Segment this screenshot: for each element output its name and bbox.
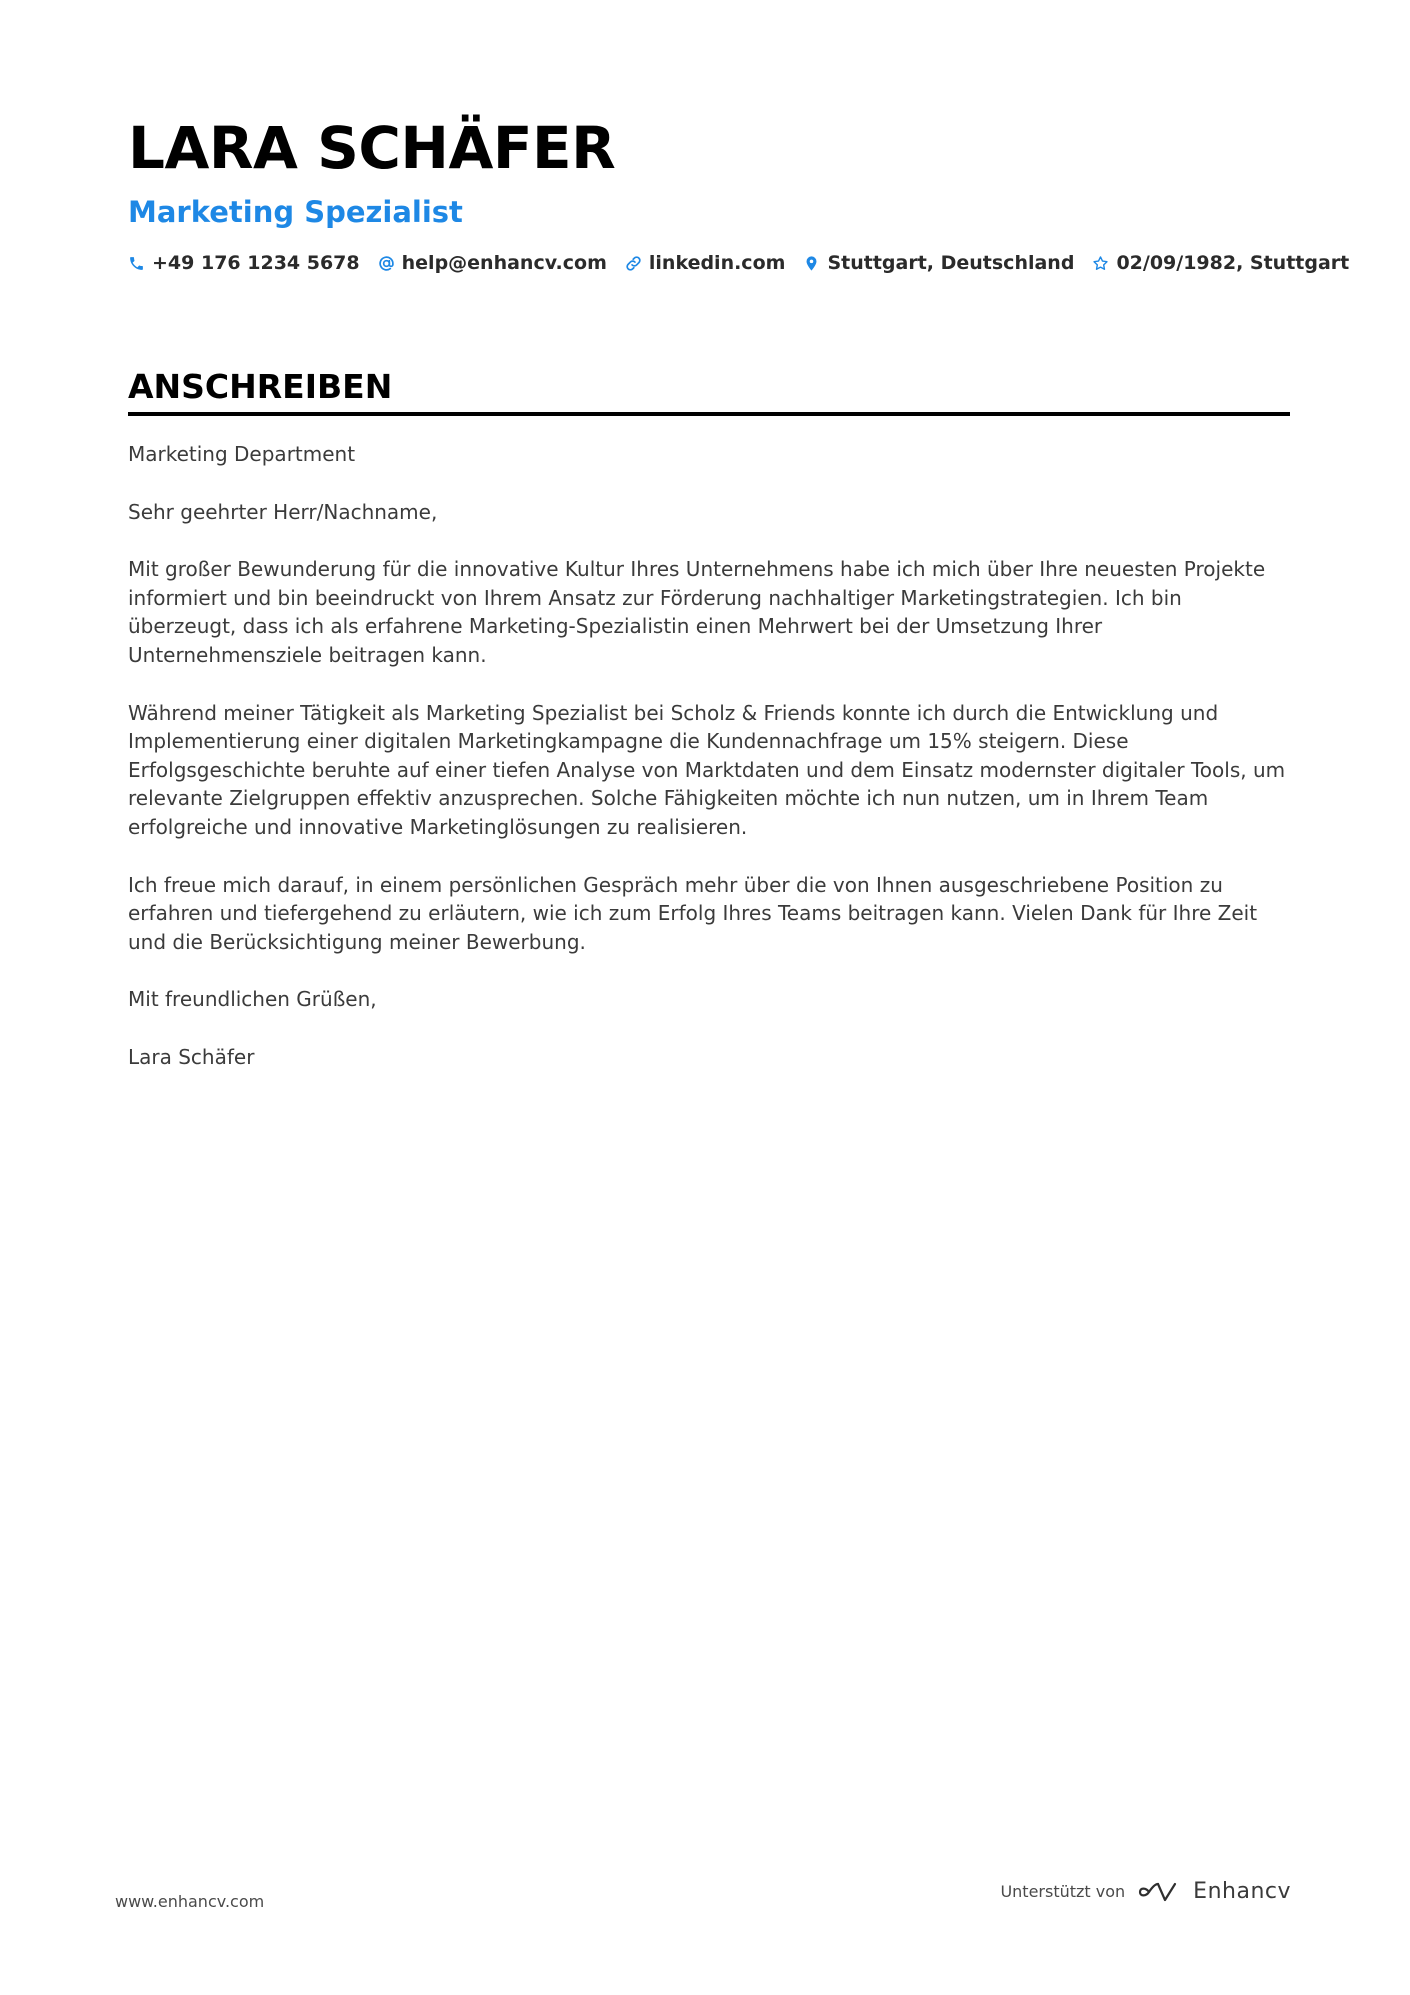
contact-location bbox=[803, 252, 1074, 274]
footer-website[interactable]: www.enhancv.com bbox=[115, 1892, 265, 1911]
footer-powered-by bbox=[1000, 1879, 1291, 1904]
letter-closing: Mit freundlichen Grüßen, bbox=[128, 987, 377, 1012]
brand-logo[interactable] bbox=[1137, 1879, 1291, 1904]
powered-by-label: Unterstützt von bbox=[1000, 1882, 1126, 1901]
enhancv-logo-icon bbox=[1137, 1880, 1183, 1904]
candidate-role: Marketing Spezialist bbox=[128, 195, 463, 229]
contact-linkedin[interactable] bbox=[625, 252, 786, 274]
letter-paragraph: Ich freue mich darauf, in einem persönlichen Gespräch mehr über die von Ihnen ausgeschriebene Position zu erfahren und tiefergehend zu erläutern, wie ich zum Erfolg Ihres Teams beitragen kann. Vielen Dank für Ihre Zeit und die Berücksichtigung meiner Bewerbung. bbox=[128, 872, 1258, 954]
letter-paragraph: Mit großer Bewunderung für die innovative Kultur Ihres Unternehmens habe ich mich über Ihre neuesten Projekte informiert und bin beeindruckt von Ihrem Ansatz zur Förderung nachhaltiger Marketingstrategien. Ich bin überzeugt, dass ich als erfahrene Marketing-Spezialistin einen Mehrwert bei der Umsetzung Ihrer Unternehmensziele beitragen kann. bbox=[128, 557, 1266, 667]
letter-recipient: Marketing Department bbox=[128, 442, 356, 466]
map-pin-icon bbox=[803, 255, 820, 272]
letter-body bbox=[128, 440, 1290, 1072]
letter-paragraph: Während meiner Tätigkeit als Marketing Spezialist bei Scholz & Friends konnte ich durch die Entwicklung und Implementierung einer digitalen Marketingkampagne die Kundennachfrage um 15% steigern. Diese Erfolgsgeschichte beruhte auf einer tiefen Analyse von Marktdaten und dem Einsatz modernster digitaler Tools, um relevante Zielgruppen effektiv anzusprechen. Solche Fähigkeiten möchte ich nun nutzen, um in Ihrem Team erfolgreiche und innovative Marketinglösungen zu realisieren. bbox=[128, 700, 1286, 839]
candidate-name: LARA SCHÄFER bbox=[128, 114, 616, 182]
contact-phone-text: +49 176 1234 5678 bbox=[152, 252, 360, 274]
contact-phone bbox=[128, 252, 360, 274]
section-title: ANSCHREIBEN bbox=[128, 367, 393, 406]
phone-icon bbox=[128, 255, 145, 272]
contact-location-text: Stuttgart, Deutschland bbox=[827, 252, 1075, 274]
contact-birth bbox=[1092, 252, 1349, 274]
cover-letter-section bbox=[128, 364, 1290, 1101]
contact-birth-text: 02/09/1982, Stuttgart bbox=[1116, 252, 1350, 274]
contact-linkedin-text: linkedin.com bbox=[648, 252, 786, 274]
header bbox=[128, 108, 1350, 274]
letter-signature: Lara Schäfer bbox=[128, 1044, 255, 1069]
star-icon bbox=[1092, 255, 1109, 272]
section-divider bbox=[128, 412, 1290, 416]
letter-salutation: Sehr geehrter Herr/Nachname, bbox=[128, 499, 438, 524]
brand-name: Enhancv bbox=[1193, 1879, 1291, 1904]
contact-bar bbox=[128, 252, 1350, 274]
contact-email-text: help@enhancv.com bbox=[401, 252, 607, 274]
contact-email[interactable] bbox=[378, 252, 607, 274]
at-icon bbox=[378, 255, 395, 272]
link-icon bbox=[625, 255, 642, 272]
